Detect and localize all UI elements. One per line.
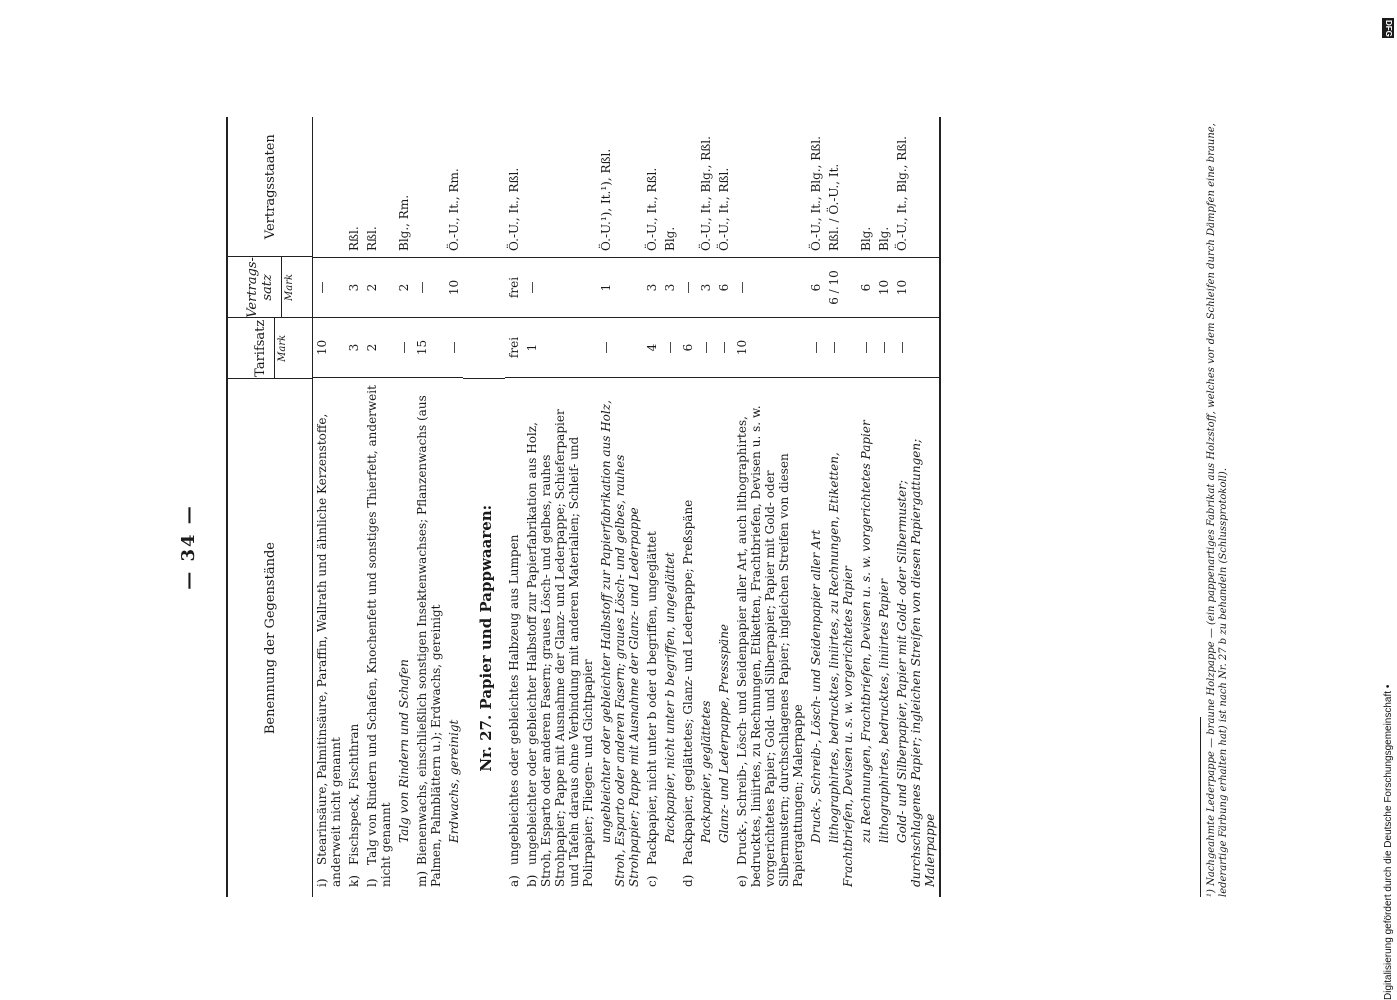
watermark-text: Digitalisierung gefördert durch die Deutsche Forschungsgemeinschaft •: [1383, 684, 1394, 1000]
table-row: [505, 117, 523, 897]
row-treaty-rate: 10: [893, 257, 939, 317]
row-text: Fischspeck, Fischthran: [347, 723, 361, 865]
row-tariff: 10: [733, 317, 807, 377]
row-text: lithographirtes, bedrucktes, liniirtes Papier: [877, 578, 891, 843]
row-text: Talg von Rindern und Schafen: [397, 659, 411, 843]
row-description: [313, 377, 345, 897]
row-states: Ö.-U., It., Blg., Rßl.: [699, 136, 713, 251]
row-states: Ö.-U., It., Blg., Rßl.: [809, 136, 823, 251]
row-label: e): [735, 875, 749, 887]
row-tariff: —: [395, 317, 413, 377]
row-text: Druck-, Schreib-, Lösch- und Seidenpapier aller Art, auch lithographirtes, bedrucktes, liniirtes, zu Rechnungen, Etiketten, Frachtbriefen, Devisen u. s. w. vorgerichtetes Papier; Gold- und Silberpapier; Papier mit Gold- oder Silbermustern; durchschlagenes Papier; ingleichen Streifen von diesen Papiergattungen; Malerpappe: [735, 405, 805, 887]
table-row: [825, 117, 857, 897]
header-states: [228, 117, 312, 256]
row-label: c): [645, 875, 659, 887]
row-states: [733, 117, 807, 257]
row-text: lithographirtes, bedrucktes, liniirtes, zu Rechnungen, Etiketten, Frachtbriefen, Devisen u. s. w. vorgerichtetes Papier: [827, 452, 855, 887]
row-states: Ö.-U., It., Rßl.: [717, 167, 731, 251]
row-description: [413, 377, 445, 897]
dfg-logo: DFG: [1384, 19, 1393, 37]
row-states: Ö.-U., It., Rm.: [447, 168, 461, 251]
row-description: [395, 377, 413, 897]
section-spacer: [463, 117, 505, 257]
table-row: [807, 117, 825, 897]
row-description: [505, 377, 523, 897]
section-title: Nr. 27. Papier und Pappwaaren:: [463, 378, 505, 897]
row-description: [679, 377, 697, 897]
row-description: [825, 377, 857, 897]
row-treaty-rate: —: [413, 257, 445, 317]
row-states: Blg.: [859, 226, 873, 251]
tariff-table: [226, 117, 941, 897]
table-body-bottom: [505, 117, 939, 897]
row-tariff: 10: [313, 317, 345, 377]
row-tariff: —: [875, 317, 893, 377]
row-text: Stearinsäure, Palmitinsäure, Paraffin, Wallrath und ähnliche Kerzenstoffe, anderweit nicht genannt: [315, 413, 343, 887]
table-row: [313, 117, 345, 897]
row-text: Packpapier, nicht unter b oder d begriffen, ungeglättet: [645, 531, 659, 865]
table-row: [893, 117, 939, 897]
row-label: m): [415, 870, 429, 887]
row-label: d): [681, 874, 695, 887]
header-tariff-label: Tarifsatz: [252, 319, 268, 377]
row-states: Rßl.: [365, 226, 379, 251]
row-treaty-rate: —: [523, 257, 597, 317]
row-treaty-rate: 6: [857, 257, 875, 317]
row-treaty-rate: 10: [445, 257, 463, 317]
row-text: Packpapier, geglättetes: [699, 700, 713, 843]
row-text: ungebleichtes oder gebleichtes Halbzeug aus Lumpen: [507, 534, 521, 865]
row-tariff: —: [697, 317, 715, 377]
page-number: — 34 —: [178, 504, 199, 590]
row-states: Ö.-U.¹), It.¹), Rßl.: [599, 148, 613, 251]
row-label: i): [315, 878, 329, 887]
row-treaty-rate: 3: [697, 257, 715, 317]
row-treaty-rate: 6 / 10: [825, 257, 857, 317]
row-description: [857, 377, 875, 897]
header-tariff: [228, 317, 312, 378]
row-states: Ö.-U., It., Rßl.: [507, 167, 521, 251]
row-tariff: —: [825, 317, 857, 377]
row-description: [733, 377, 807, 897]
table-row: [363, 117, 395, 897]
row-states: Blg.: [663, 226, 677, 251]
table-row: [661, 117, 679, 897]
row-states: Rßl. / Ö.-U., It.: [827, 163, 841, 251]
table-row: [445, 117, 463, 897]
row-treaty-rate: 2: [363, 257, 395, 317]
row-states: [413, 117, 445, 257]
row-text: zu Rechnungen, Frachtbriefen, Devisen u. s. w. vorgerichtetes Papier: [859, 420, 873, 843]
row-treaty-rate: frei: [505, 257, 523, 317]
row-description: [807, 377, 825, 897]
row-tariff: —: [893, 317, 939, 377]
row-states: Rßl.: [347, 226, 361, 251]
row-text: Packpapier, nicht unter b begriffen, ungeglättet: [663, 552, 677, 843]
row-treaty-rate: 6: [715, 257, 733, 317]
table-row: [875, 117, 893, 897]
row-text: ungebleichter oder gebleichter Halbstoff zur Papierfabrikation aus Holz, Stroh, Esparto oder anderen Fasern; graues Lösch- und gelbes, rauhes Strohpapier; Pappe mit Ausnahme der Glanz- und Lederpappe: [599, 400, 641, 887]
header-item: [228, 378, 312, 897]
section-spacer: [463, 257, 505, 318]
row-tariff: —: [597, 317, 643, 377]
row-treaty-rate: —: [679, 257, 697, 317]
section-spacer: [463, 317, 505, 378]
row-tariff: 6: [679, 317, 697, 377]
table-row: [679, 117, 697, 897]
row-tariff: 1: [523, 317, 597, 377]
row-label: b): [525, 874, 539, 887]
row-text: Erdwachs, gereinigt: [447, 719, 461, 843]
table-row: [697, 117, 715, 897]
header-treaty-unit: Mark: [281, 257, 295, 317]
row-tariff: 2: [363, 317, 395, 377]
row-tariff: frei: [505, 317, 523, 377]
row-states: [313, 117, 345, 257]
row-text: ungebleichter oder gebleichter Halbstoff zur Papierfabrikation aus Holz, Stroh, Esparto oder anderen Fasern; graues Lösch- und gelbes, rauhes Strohpapier; Pappe mit Ausnahme der Glanz- und Lederpappe; Schieferpapier und Tafeln daraus ohne Verbindung mit anderen Materialien; Schleif- und Polirpapier; Fliegen- und Gichtpapier: [525, 409, 595, 887]
row-tariff: —: [715, 317, 733, 377]
row-treaty-rate: 3: [643, 257, 661, 317]
row-treaty-rate: —: [313, 257, 345, 317]
table-body-top: [313, 117, 463, 897]
row-states: Blg., Rm.: [397, 194, 411, 251]
row-label: k): [347, 875, 361, 887]
table-row: [523, 117, 597, 897]
table-row: [597, 117, 643, 897]
table-row: [715, 117, 733, 897]
row-description: [715, 377, 733, 897]
footnote-rule: [1200, 717, 1201, 897]
row-description: [643, 377, 661, 897]
row-tariff: 15: [413, 317, 445, 377]
row-description: [345, 377, 363, 897]
row-description: [893, 377, 939, 897]
header-treaty: [228, 256, 312, 317]
row-states: [679, 117, 697, 257]
row-treaty-rate: —: [733, 257, 807, 317]
footnote: ¹) Nachgeahmte Lederpappe — braune Holzpappe — (ein pappenartiges Fabrikat aus Holzstoff, welches vor dem Schleifen durch Dämpfen eine braune, lederartige Färbung erhalten hat) ist nach Nr. 27 b zu behandeln (Schlussprotokoll).: [1206, 123, 1229, 897]
row-text: Druck-, Schreib-, Lösch- und Seidenpapier aller Art: [809, 529, 823, 843]
row-tariff: —: [857, 317, 875, 377]
table-row: [345, 117, 363, 897]
row-treaty-rate: 3: [345, 257, 363, 317]
row-description: [597, 377, 643, 897]
table-row: [413, 117, 445, 897]
header-treaty-label: Vertrags-satz: [245, 257, 275, 318]
table-header: [228, 117, 313, 897]
row-treaty-rate: 3: [661, 257, 679, 317]
row-states: Blg.: [877, 226, 891, 251]
section-row: [463, 117, 505, 897]
row-text: Glanz- und Lederpappe, Pressspäne: [717, 623, 731, 843]
row-treaty-rate: 6: [807, 257, 825, 317]
row-description: [697, 377, 715, 897]
row-label: a): [507, 875, 521, 887]
table-row: [643, 117, 661, 897]
row-tariff: —: [661, 317, 679, 377]
row-states: [523, 117, 597, 257]
row-tariff: —: [445, 317, 463, 377]
row-states: Ö.-U., It., Blg., Rßl.: [895, 136, 909, 251]
table-row: [395, 117, 413, 897]
row-text: Talg von Rindern und Schafen, Knochenfett und sonstiges Thierfett, anderweit nicht genannt: [365, 385, 393, 887]
row-text: Bienenwachs, einschließlich sonstigen Insektenwachses; Pflanzenwachs (aus Palmen, Palmblättern u.); Erdwachs, gereinigt: [415, 395, 443, 887]
row-description: [875, 377, 893, 897]
row-description: [523, 377, 597, 897]
row-label: l): [365, 878, 379, 887]
row-tariff: 3: [345, 317, 363, 377]
row-text: Gold- und Silberpapier, Papier mit Gold- oder Silbermuster; durchschlagenes Papier; ingleichen Streifen von diesen Papiergattungen; Malerpappe: [895, 438, 937, 887]
row-tariff: 4: [643, 317, 661, 377]
document-page: [178, 117, 1228, 897]
row-treaty-rate: 10: [875, 257, 893, 317]
header-tariff-unit: Mark: [274, 318, 288, 378]
row-states: Ö.-U., It., Rßl.: [645, 167, 659, 251]
header-states-label: Vertragsstaaten: [262, 134, 278, 240]
row-tariff: —: [807, 317, 825, 377]
row-treaty-rate: 1: [597, 257, 643, 317]
header-item-label: Benennung der Gegenstände: [262, 542, 278, 735]
row-description: [661, 377, 679, 897]
row-treaty-rate: 2: [395, 257, 413, 317]
table-row: [733, 117, 807, 897]
row-description: [445, 377, 463, 897]
table-row: [857, 117, 875, 897]
row-description: [363, 377, 395, 897]
row-text: Packpapier, geglättetes; Glanz- und Lederpappe; Preßspäne: [681, 499, 695, 865]
